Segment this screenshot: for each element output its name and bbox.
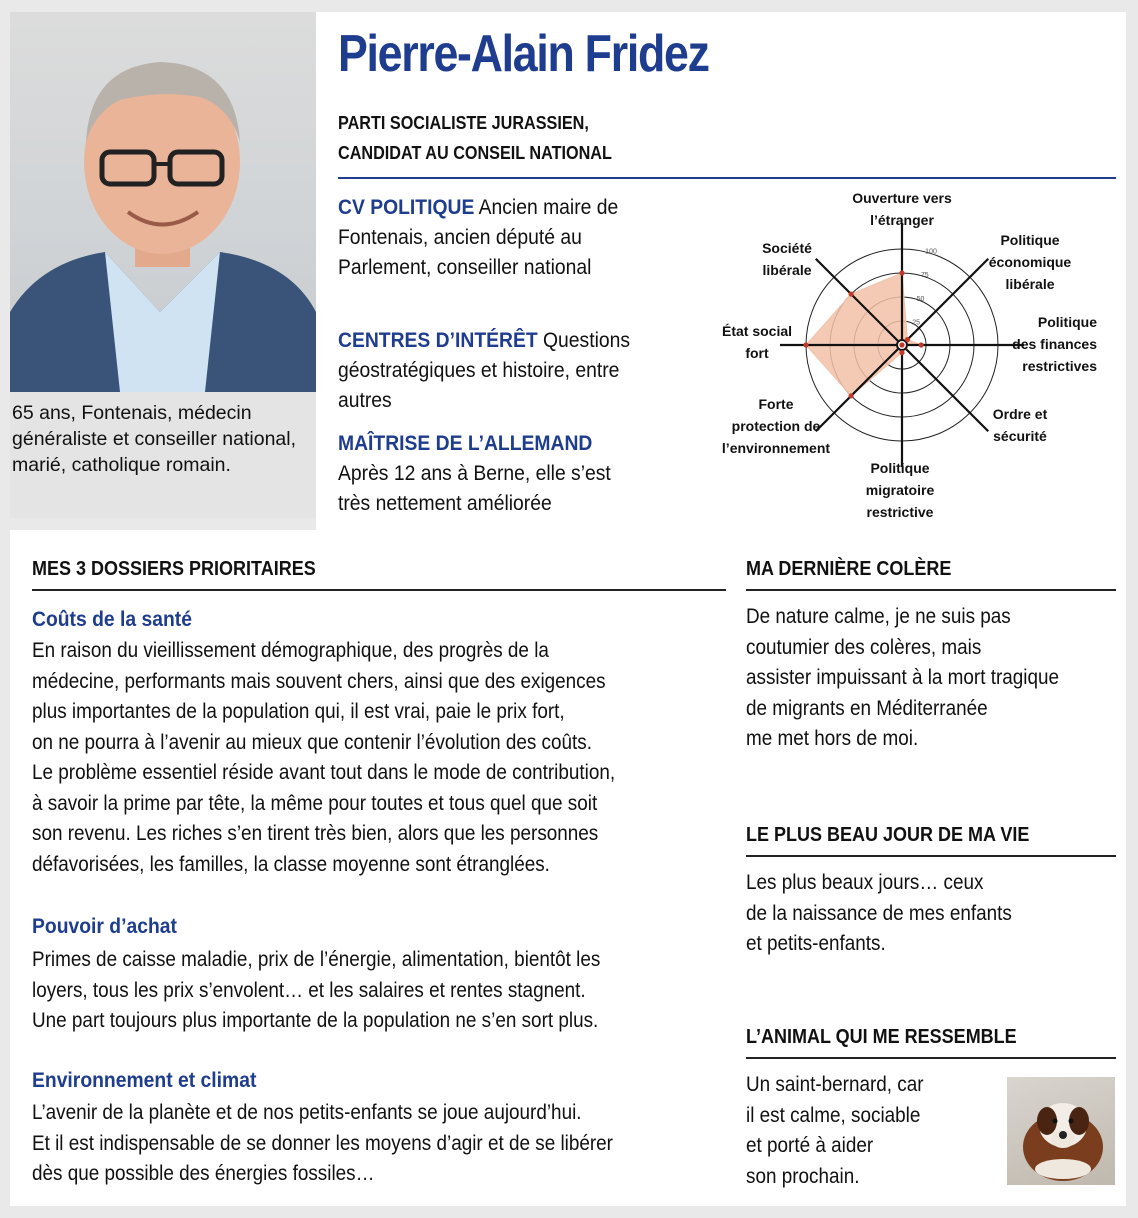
best-day-line: et petits-enfants. <box>746 932 886 955</box>
radar-point <box>848 291 853 296</box>
animal-text <box>746 1070 998 1192</box>
header-divider <box>338 177 1116 179</box>
priority-1-line: médecine, performants mais souvent chers, ainsi que des exigences <box>32 669 606 693</box>
best-day-rule <box>746 855 1116 857</box>
priority-1-line: Le problème essentiel réside avant tout dans le mode de contribution, <box>32 761 616 784</box>
radar-tick-label: 75 <box>920 272 929 280</box>
priority-2-line: Primes de caisse maladie, prix de l’énergie, alimentation, bientôt les <box>32 948 601 971</box>
animal-line: et porté à aider <box>746 1134 874 1157</box>
smartspider-chart <box>700 185 1120 530</box>
priority-1-line: son revenu. Les riches s’en tirent très bien, alors que les personnes <box>32 822 599 845</box>
priority-2-line: loyers, tous les prix s’envolent… et les salaires et rentes stagnent. <box>32 978 586 1002</box>
radar-axis-label: Ordre et sécurité <box>992 406 1048 444</box>
priority-1-line: on ne pourra à l’avenir au mieux que contenir l’évolution des coûts. <box>32 730 592 754</box>
party-line-1: PARTI SOCIALISTE JURASSIEN, <box>338 113 589 133</box>
radar-point <box>899 350 904 355</box>
best-day-text <box>746 868 1115 960</box>
priorities-title: MES 3 DOSSIERS PRIORITAIRES <box>32 558 316 580</box>
radar-axis-label: Politique migratoire restrictive <box>865 460 935 520</box>
animal-title: L’ANIMAL QUI ME RESSEMBLE <box>746 1026 1017 1048</box>
anger-text <box>746 602 1115 755</box>
cv-block <box>338 193 642 283</box>
priorities-rule <box>32 589 726 591</box>
interests-label: CENTRES D’INTÉRÊT <box>338 329 538 352</box>
german-block <box>338 429 642 519</box>
priority-1-line: En raison du vieillissement démographique, des progrès de la <box>32 639 549 662</box>
priority-2-line: Une part toujours plus importante de la population ne s’en sort plus. <box>32 1009 599 1032</box>
interests-text: Questions géostratégiques et histoire, entre autres <box>338 329 631 412</box>
animal-line: son prochain. <box>746 1164 860 1188</box>
anger-line: de migrants en Méditerranée <box>746 696 988 720</box>
priority-3-text <box>32 1098 716 1190</box>
radar-tick-label: 50 <box>916 295 925 303</box>
anger-rule <box>746 589 1116 591</box>
radar-axis-label: Politique des finances restrictives <box>1012 314 1097 374</box>
radar-tick-label: 25 <box>912 319 921 327</box>
radar-axis-label: Forte protection de l’environnement <box>721 396 831 456</box>
animal-line: il est calme, sociable <box>746 1103 921 1127</box>
radar-point <box>848 393 853 398</box>
priority-3-line: L’avenir de la planète et de nos petits-enfants se joue aujourd’hui. <box>32 1101 582 1124</box>
priority-3-line: dès que possible des énergies fossiles… <box>32 1162 375 1185</box>
anger-line: assister impuissant à la mort tragique <box>746 666 1060 689</box>
candidate-name: Pierre-Alain Fridez <box>338 25 709 83</box>
radar-point <box>803 342 808 347</box>
radar-tick-label: 100 <box>925 248 937 256</box>
priority-1-text <box>32 636 716 880</box>
radar-point <box>905 337 910 342</box>
portrait-caption: 65 ans, Fontenais, médecin généraliste et conseiller national, marié, catholique romain. <box>12 402 297 476</box>
radar-labels <box>722 190 1097 520</box>
best-day-line: de la naissance de mes enfants <box>746 901 1012 925</box>
radar-point <box>919 342 924 347</box>
german-label: MAÎTRISE DE L’ALLEMAND <box>338 432 593 455</box>
radar-point <box>899 342 904 347</box>
anger-line: De nature calme, je ne suis pas <box>746 605 1011 628</box>
priority-1-line: à savoir la prime par tête, la même pour toutes et tous quel que soit <box>32 791 598 815</box>
radar-point <box>899 270 904 275</box>
animal-rule <box>746 1057 1116 1059</box>
dog-illustration <box>1007 1077 1115 1185</box>
priority-2-title: Pouvoir d’achat <box>32 915 177 938</box>
priority-3-title: Environnement et climat <box>32 1069 257 1092</box>
saint-bernard-photo <box>1007 1077 1115 1185</box>
best-day-line: Les plus beaux jours… ceux <box>746 871 984 894</box>
radar-area <box>806 273 921 396</box>
best-day-title: LE PLUS BEAU JOUR DE MA VIE <box>746 824 1030 846</box>
candidate-portrait <box>10 12 316 392</box>
party-affiliation <box>338 108 612 168</box>
radar-axis-label: Politique économique libérale <box>988 232 1072 292</box>
radar-axis-label: Ouverture vers l’étranger <box>852 190 952 228</box>
portrait-illustration <box>10 12 316 392</box>
priority-1-line: plus importantes de la population qui, il est vrai, paie le prix fort, <box>32 700 565 723</box>
interests-block <box>338 326 642 416</box>
radar-axis-label: État social fort <box>721 323 793 361</box>
german-text: Après 12 ans à Berne, elle s’est très nettement améliorée <box>338 462 611 515</box>
cv-label: CV POLITIQUE <box>338 196 475 219</box>
anger-line: coutumier des colères, mais <box>746 635 982 659</box>
priority-3-line: Et il est indispensable de se donner les moyens d’agir et de se libérer <box>32 1131 613 1155</box>
radar-axis-label: Société libérale <box>762 240 812 278</box>
priority-1-title: Coûts de la santé <box>32 608 192 631</box>
cv-text: Ancien maire de Fontenais, ancien député au Parlement, conseiller national <box>338 196 619 279</box>
anger-title: MA DERNIÈRE COLÈRE <box>746 558 952 580</box>
party-line-2: CANDIDAT AU CONSEIL NATIONAL <box>338 143 612 163</box>
priority-1-line: défavorisées, les familles, la classe moyenne sont étranglées. <box>32 852 550 876</box>
anger-line: me met hors de moi. <box>746 727 919 750</box>
priority-2-text <box>32 945 716 1037</box>
animal-line: Un saint-bernard, car <box>746 1073 924 1096</box>
